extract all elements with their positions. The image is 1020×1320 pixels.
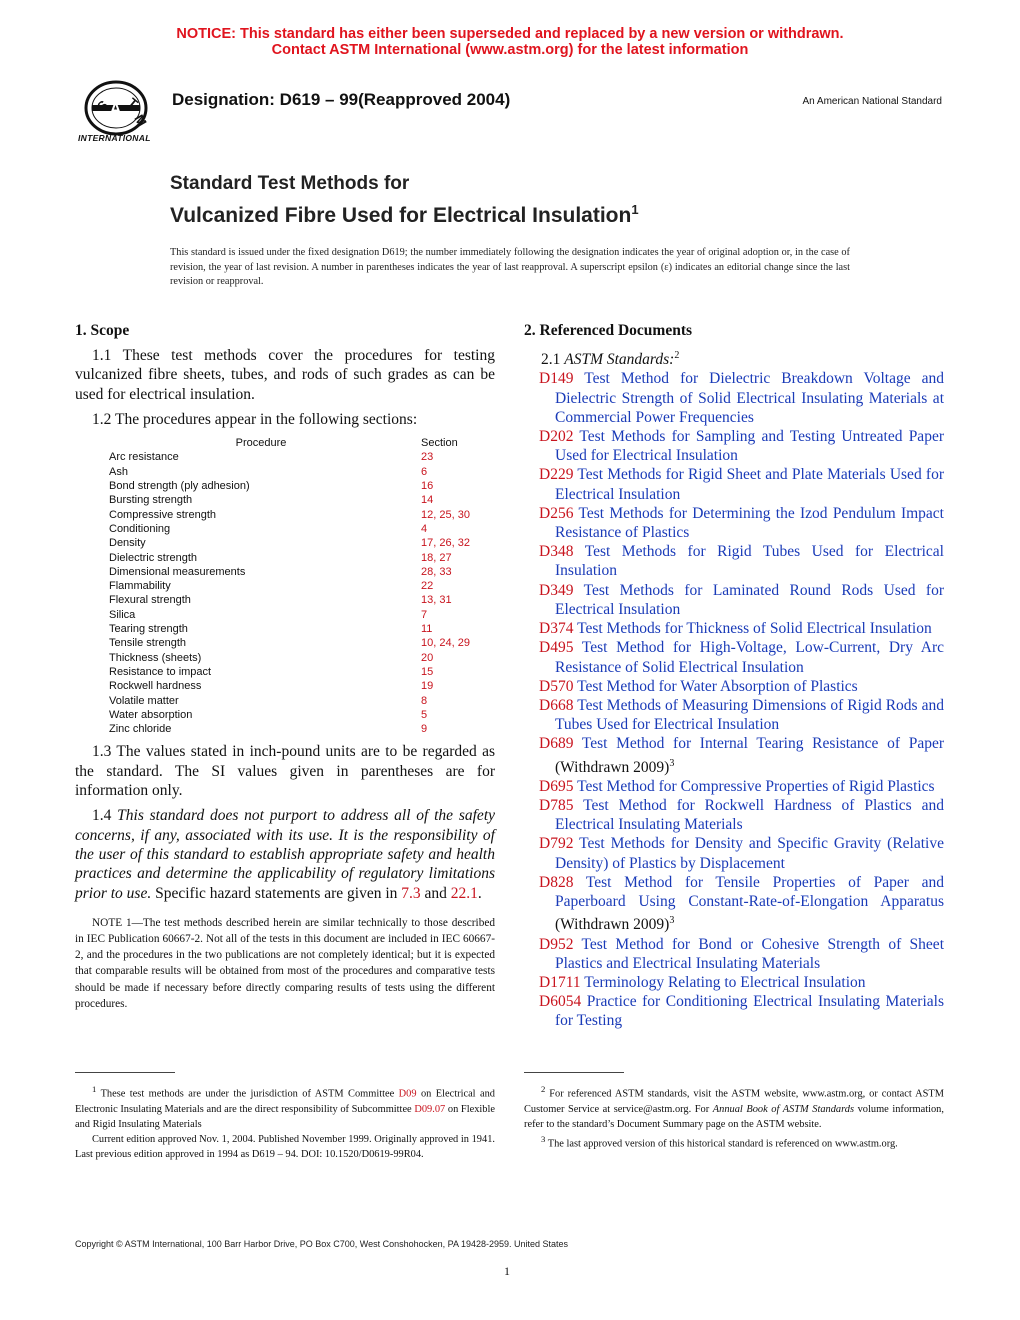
footnote-3: $^3$ The last approved version of this historical standard is referenced on www.astm.org. [541, 1134, 898, 1150]
title-footnote-mark: 1 [631, 202, 639, 217]
right-column [524, 322, 944, 1031]
section-links[interactable]: 11 [421, 623, 433, 636]
reference-code-link[interactable]: D695 [539, 777, 574, 795]
section-links[interactable]: 22 [421, 580, 434, 593]
procedure-name: Thickness (sheets) [109, 651, 202, 664]
reference-title-link[interactable]: Test Method for Dielectric Breakdown Voltage and Dielectric Strength of Solid Electrical Insulating Materials at Commercial Power Frequencies [555, 370, 944, 426]
reference-title-link[interactable]: Test Method for High-Voltage, Low-Current, Dry Arc Resistance of Solid Electrical Insulation [555, 639, 944, 676]
reference-item [524, 427, 944, 465]
designation: Designation: D619 – 99(Reapproved 2004) [172, 90, 511, 109]
reference-item [524, 581, 944, 619]
section-link-7-3[interactable]: 7.3 [401, 884, 421, 902]
reference-item [524, 873, 944, 935]
subcommittee-link-d09-07[interactable]: D09.07 [414, 1103, 446, 1115]
table-row [109, 608, 470, 622]
svg-text:M: M [131, 112, 150, 129]
section-links[interactable]: 4 [421, 522, 428, 535]
procedure-name: Ash [109, 465, 128, 478]
procedure-name: Tearing strength [109, 623, 188, 636]
table-row [109, 465, 470, 479]
paragraph-1-4 [75, 806, 495, 902]
section-links[interactable]: 18, 27 [421, 551, 452, 564]
table-row [109, 508, 470, 522]
reference-title-link[interactable]: Test Methods for Determining the Izod Pendulum Impact Resistance of Plastics [555, 504, 944, 542]
reference-code-link[interactable]: D570 [539, 677, 574, 695]
reference-code-link[interactable]: D349 [539, 581, 574, 599]
reference-title-link[interactable]: Test Methods for Rigid Sheet and Plate Materials Used for Electrical Insulation [555, 466, 944, 503]
reference-title-link[interactable]: Test Method for Rockwell Hardness of Plastics and Electrical Insulating Materials [555, 797, 944, 834]
logo-caption: INTERNATIONAL [78, 133, 151, 143]
section-link-22-1[interactable]: 22.1 [450, 884, 478, 902]
reference-item [524, 369, 944, 427]
reference-code-link[interactable]: D6054 [539, 993, 582, 1011]
procedure-name: Compressive strength [109, 508, 216, 521]
reference-list [524, 369, 944, 1030]
table-row [109, 479, 470, 493]
reference-item [524, 619, 944, 638]
reference-item [524, 834, 944, 872]
section-links[interactable]: 16 [421, 480, 434, 493]
table-row [109, 665, 470, 679]
reference-item [524, 734, 944, 777]
procedure-name: Dimensional measurements [109, 565, 246, 578]
notice-line-1: NOTICE: This standard has either been superseded and replaced by a new version or withdrawn. [176, 26, 844, 42]
reference-item [524, 973, 944, 992]
section-links[interactable]: 6 [421, 465, 428, 478]
reference-code-link[interactable]: D689 [539, 735, 574, 753]
reference-code-link[interactable]: D785 [539, 797, 574, 815]
procedure-name: Volatile matter [109, 694, 179, 707]
reference-code-link[interactable]: D1711 [539, 974, 581, 992]
table-row [109, 493, 470, 507]
paragraph-1-1: 1.1 These test methods cover the procedures for testing vulcanized fibre sheets, tubes, and rods of such grades as can be used for electrical insulation. [75, 347, 495, 403]
table-row [109, 536, 470, 550]
hazard-statement: Specific hazard statements are given in [155, 884, 398, 902]
reference-item [524, 504, 944, 542]
procedure-name: Density [109, 537, 146, 550]
reference-code-link[interactable]: D348 [539, 543, 574, 561]
american-national-standard: An American National Standard [802, 96, 942, 107]
paragraph-1-2: 1.2 The procedures appear in the following sections: [92, 410, 418, 428]
table-row [109, 579, 470, 593]
reference-code-link[interactable]: D202 [539, 428, 574, 446]
title-line-2: Vulcanized Fibre Used for Electrical Insulation [170, 204, 632, 227]
footnote-1: $^1$ These test methods are under the jurisdiction of ASTM Committee D09 on Electrical and Electronic Insulating Materials and are the direct responsibility of Subcommittee D09.07 on Flexible and Rigid Insulating Materials [75, 1084, 495, 1130]
footnote-mark-3: 3 [669, 757, 675, 769]
period: . [477, 884, 482, 902]
page-number: 1 [504, 1264, 510, 1278]
notice-line-2: Contact ASTM International (www.astm.org) for the latest information [271, 42, 749, 58]
reference-title-link[interactable]: Test Methods for Laminated Round Rods Used for Electrical Insulation [555, 581, 944, 618]
conjunction-and: and [424, 884, 447, 902]
reference-title-link[interactable]: Test Method for Internal Tearing Resistance of Paper [581, 735, 944, 753]
reference-item [524, 935, 944, 973]
footnote-1-edition: Current edition approved Nov. 1, 2004. Published November 1999. Originally approved in 1941. Last previous edition approved in 1994 as D619 – 94. DOI: 10.1520/D0619-99R04. [75, 1134, 495, 1161]
procedure-name: Water absorption [109, 708, 193, 721]
paragraph-1-4-number: 1.4 [92, 807, 112, 825]
procedure-name: Flexural strength [109, 594, 191, 607]
reference-code-link[interactable]: D495 [539, 639, 574, 657]
section-links[interactable]: 17, 26, 32 [421, 537, 470, 550]
table-header-section: Section [421, 437, 458, 450]
svg-text:T: T [125, 94, 141, 112]
reference-item [524, 777, 944, 796]
reference-title-link[interactable]: Practice for Conditioning Electrical Insulating Materials for Testing [555, 993, 944, 1030]
section-links[interactable]: 8 [421, 694, 428, 707]
table-header-procedure: Procedure [235, 437, 287, 450]
reference-item [524, 677, 944, 696]
procedure-name: Bursting strength [109, 494, 193, 507]
section-links[interactable]: 12, 25, 30 [421, 508, 470, 521]
procedure-name: Bond strength (ply adhesion) [109, 480, 250, 493]
footnote-mark-3: 3 [669, 915, 675, 927]
procedure-name: Arc resistance [109, 451, 179, 464]
safety-statement: This standard does not purport to address all of the safety concerns, if any, associated with its use. It is the responsibility of the user of this standard to establish appropriate safety and health practices and determine the applicability of regulatory limitations prior to use. [75, 807, 495, 902]
withdrawn-note: (Withdrawn 2009) [555, 916, 670, 934]
procedure-table [109, 436, 470, 736]
reference-item [524, 542, 944, 580]
section-links[interactable]: 10, 24, 29 [421, 637, 470, 650]
copyright: Copyright © ASTM International, 100 Barr Harbor Drive, PO Box C700, West Conshohocken, PA 19428-2959. United States [75, 1239, 569, 1249]
reference-code-link[interactable]: D229 [539, 466, 574, 484]
procedure-name: Silica [109, 608, 136, 621]
procedure-name: Tensile strength [109, 637, 187, 650]
table-row [109, 708, 470, 722]
reference-title-link[interactable]: Test Methods of Measuring Dimensions of Rigid Rods and Tubes Used for Electrical Insulation [555, 696, 944, 734]
reference-title-link[interactable]: Test Methods for Sampling and Testing Untreated Paper Used for Electrical Insulation [555, 428, 944, 465]
astm-logo [72, 76, 162, 144]
reference-item [524, 465, 944, 503]
reference-title-link[interactable]: Test Methods for Rigid Tubes Used for Electrical Insulation [555, 543, 944, 580]
table-row [109, 679, 470, 693]
table-row [109, 450, 470, 464]
section-links[interactable]: 15 [421, 665, 434, 678]
reference-code-link[interactable]: D149 [539, 370, 574, 388]
footnote-2: $^2$ For referenced ASTM standards, visit the ASTM website, www.astm.org, or contact ASTM Customer Service at service@astm.org. For Annual Book of ASTM Standards volume information, refer to the standard’s Document Summary page on the ASTM website. [524, 1084, 944, 1130]
title-line-1: Standard Test Methods for [170, 173, 410, 194]
svg-text:A: A [109, 101, 123, 118]
procedure-name: Conditioning [109, 522, 171, 535]
svg-text:S: S [94, 97, 111, 115]
section-links[interactable]: 23 [421, 451, 434, 464]
reference-item [524, 992, 944, 1030]
section-links[interactable]: 5 [421, 708, 428, 721]
astm-standards-label: ASTM Standards: [564, 351, 675, 369]
withdrawn-notice [0, 26, 1020, 58]
reference-title-link[interactable]: Test Methods for Density and Specific Gravity (Relative Density) of Plastics by Displacement [555, 835, 944, 872]
footnote-mark-2: 2 [674, 350, 680, 361]
footnote-rule-right [524, 1072, 624, 1073]
intro-paragraph: This standard is issued under the fixed designation D619; the number immediately following the designation indicates the year of original adoption or, in the case of revision, the year of last revision. A number in parentheses indicates the year of last reapproval. A superscript epsilon (ε) indicates an editorial change since the last revision or reapproval. [170, 247, 850, 287]
paragraph-2-1-number: 2.1 [541, 351, 561, 369]
section-links[interactable]: 28, 33 [421, 565, 452, 578]
reference-title-link[interactable]: Test Method for Tensile Properties of Paper and Paperboard Using Constant-Rate-of-Elongation Apparatus [555, 873, 944, 911]
withdrawn-note: (Withdrawn 2009) [555, 758, 670, 776]
reference-code-link[interactable]: D952 [539, 935, 574, 953]
reference-code-link[interactable]: D256 [539, 504, 574, 522]
procedure-name: Resistance to impact [109, 665, 212, 678]
reference-code-link[interactable]: D668 [539, 696, 574, 714]
table-row [109, 636, 470, 650]
table-row [109, 593, 470, 607]
document-title [170, 172, 639, 230]
table-row [109, 694, 470, 708]
section-links[interactable]: 7 [421, 608, 428, 621]
paragraph-2-1 [524, 346, 944, 369]
reference-title-link[interactable]: Test Methods for Thickness of Solid Electrical Insulation [577, 620, 932, 638]
section-links[interactable]: 9 [421, 723, 428, 736]
scope-heading: 1. Scope [75, 322, 130, 339]
referenced-documents-heading: 2. Referenced Documents [524, 322, 693, 339]
section-links[interactable]: 13, 31 [421, 594, 452, 607]
table-row [109, 522, 470, 536]
reference-title-link[interactable]: Test Method for Compressive Properties of Rigid Plastics [577, 777, 935, 795]
table-row [109, 651, 470, 665]
reference-code-link[interactable]: D828 [539, 873, 574, 891]
footnote-rule-left [75, 1072, 175, 1073]
reference-title-link[interactable]: Terminology Relating to Electrical Insulation [584, 974, 866, 992]
section-links[interactable]: 20 [421, 651, 434, 664]
procedure-name: Zinc chloride [109, 723, 172, 736]
committee-link-d09[interactable]: D09 [398, 1088, 417, 1100]
table-row [109, 551, 470, 565]
procedure-name: Flammability [109, 580, 171, 593]
table-row [109, 565, 470, 579]
procedure-name: Rockwell hardness [109, 680, 202, 693]
reference-item [524, 638, 944, 676]
section-links[interactable]: 19 [421, 680, 434, 693]
reference-code-link[interactable]: D792 [539, 835, 574, 853]
section-links[interactable]: 14 [421, 494, 434, 507]
reference-title-link[interactable]: Test Method for Bond or Cohesive Strength of Sheet Plastics and Electrical Insulating Materials [555, 935, 944, 972]
paragraph-1-3: 1.3 The values stated in inch-pound units are to be regarded as the standard. The SI values given in parentheses are for information only. [75, 743, 495, 800]
table-row [109, 722, 470, 736]
reference-title-link[interactable]: Test Method for Water Absorption of Plastics [577, 677, 858, 695]
reference-item [524, 796, 944, 834]
footnotes-right [524, 1082, 944, 1152]
left-column [75, 322, 495, 1023]
reference-item [524, 696, 944, 734]
note-1: NOTE 1—The test methods described herein are similar technically to those described in IEC Publication 60667-2. Not all of the tests in this document are included in IEC 60667-2, and the procedures in the two publications are not completely identical; but it is expected that comparable results will be obtained from most of the procedures and comparative tests should be made if necessary before directly comparing results of tests using the different procedures. [75, 916, 495, 1010]
procedure-name: Dielectric strength [109, 551, 198, 564]
footnotes-left [75, 1082, 495, 1162]
reference-code-link[interactable]: D374 [539, 620, 574, 638]
table-row [109, 622, 470, 636]
